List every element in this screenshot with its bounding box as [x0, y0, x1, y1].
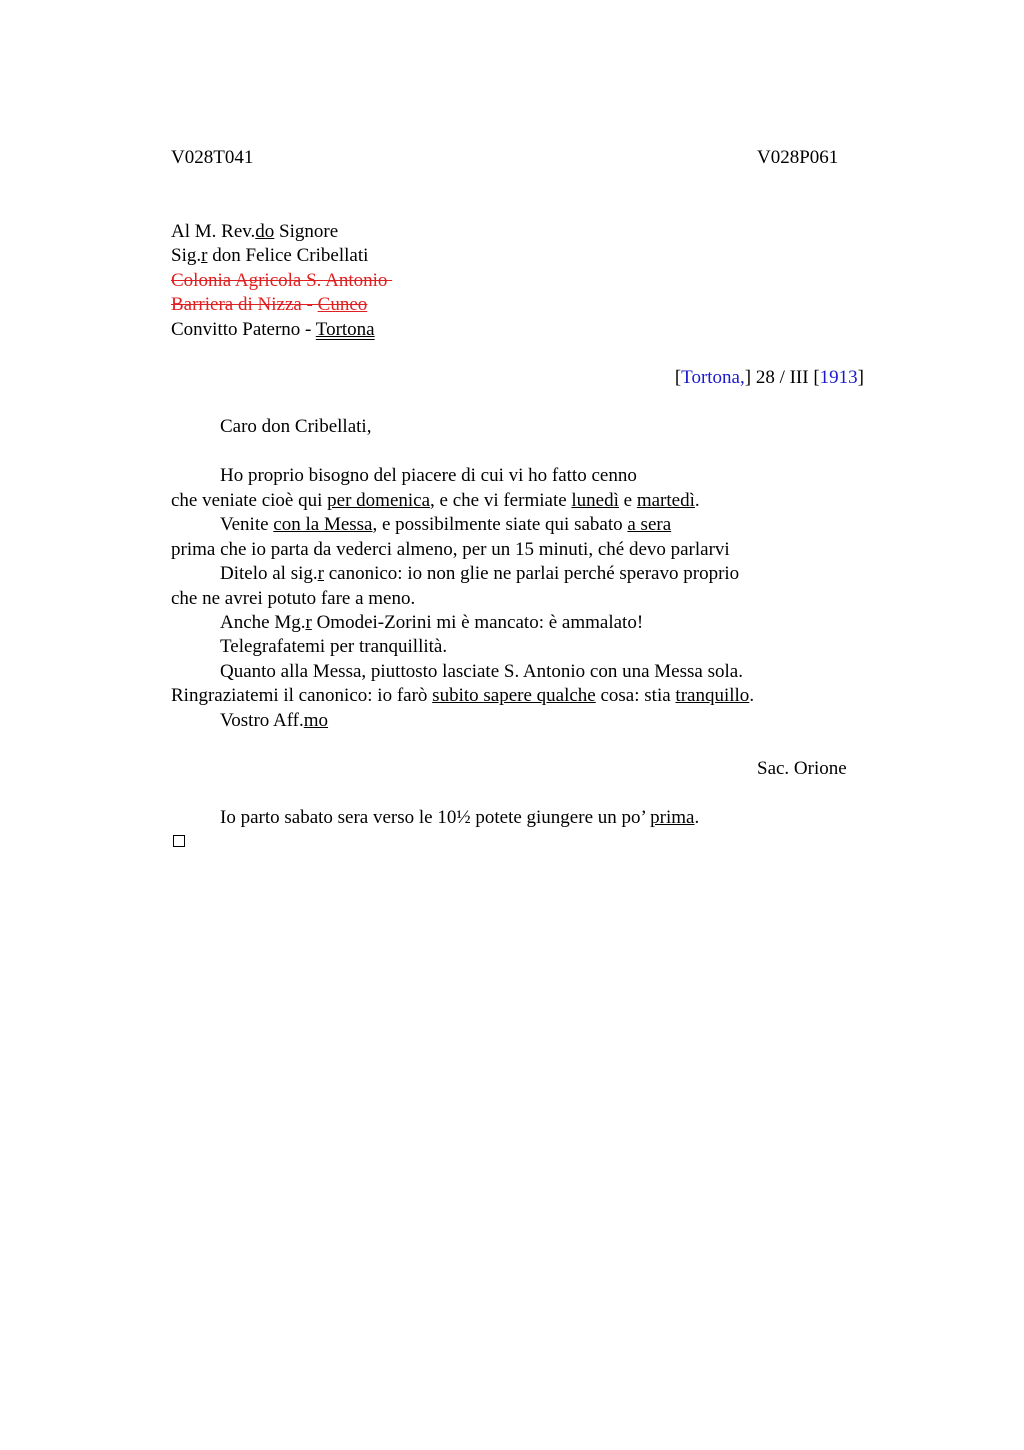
archive-code-right: V028P061 [757, 147, 839, 168]
address-line-2: Sig.r don Felice Cribellati [171, 245, 369, 266]
postscript: Io parto sabato sera verso le 10½ potete giungere un po’ prima. [220, 807, 700, 828]
body-line-5: Ditelo al sig.r canonico: io non glie ne parlai perché speravo proprio [220, 563, 740, 584]
address-line-3-struck: Colonia Agricola S. Antonio [171, 270, 393, 291]
body-line-6: che ne avrei potuto fare a meno. [171, 588, 416, 609]
body-line-3: Venite con la Messa, e possibilmente siate qui sabato a sera [220, 514, 672, 535]
body-line-8: Telegrafatemi per tranquillità. [220, 636, 448, 657]
closing-line: Vostro Aff.mo [220, 710, 329, 731]
body-line-1: Ho proprio bisogno del piacere di cui vi ho fatto cenno [220, 465, 637, 486]
body-line-4: prima che io parta da vederci almeno, per un 15 minuti, ché devo parlarvi [171, 539, 730, 560]
dateline: [Tortona,] 28 / III [1913] [674, 367, 864, 388]
address-line-4-struck: Barriera di Nizza - Cuneo [171, 294, 368, 315]
address-line-5: Convitto Paterno - Tortona [171, 319, 375, 340]
body-line-2: che veniate cioè qui per domenica, e che vi fermiate lunedì e martedì. [171, 490, 700, 511]
address-line-1: Al M. Rev.do Signore [171, 221, 339, 242]
body-line-9: Quanto alla Messa, piuttosto lasciate S. Antonio con una Messa sola. [220, 661, 743, 682]
end-of-document-box-icon [173, 835, 185, 847]
archive-code-left: V028T041 [171, 147, 254, 168]
body-line-10: Ringraziatemi il canonico: io farò subito sapere qualche cosa: stia tranquillo. [171, 685, 755, 706]
salutation: Caro don Cribellati, [220, 416, 372, 437]
body-line-7: Anche Mg.r Omodei-Zorini mi è mancato: è ammalato! [220, 612, 644, 633]
signature: Sac. Orione [757, 758, 847, 779]
